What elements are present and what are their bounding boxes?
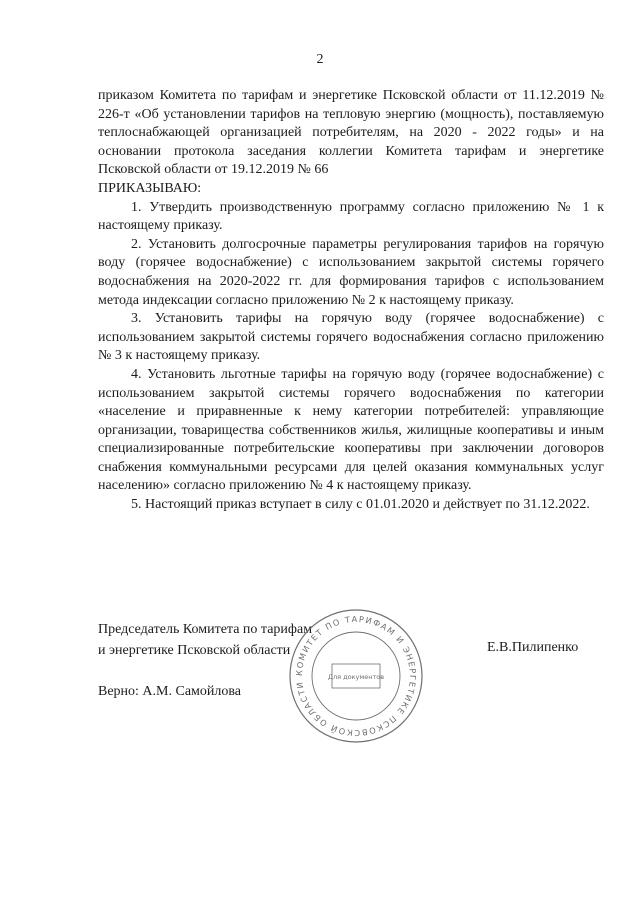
official-seal-stamp xyxy=(286,606,426,746)
intro-paragraph: приказом Комитета по тарифам и энергетике Псковской области от 11.12.2019 № 226-т «Об установлении тарифов на тепловую энергию (мощность), поставляемую теплоснабжающей организацией потребителям, на 2020 - 2022 годы» и на основании протокола заседания коллегии Комитета тарифам и энергетике Псковской области от 19.12.2019 № 66 xyxy=(98,88,604,178)
signatory-position-line-1: Председатель Комитета по тарифам xyxy=(98,622,313,637)
order-item-1: 1. Утвердить производственную программу согласно приложению № 1 к настоящему приказу. xyxy=(98,199,604,234)
document-body xyxy=(98,87,604,515)
order-item-5: 5. Настоящий приказ вступает в силу с 01.01.2020 и действует по 31.12.2022. xyxy=(131,497,590,513)
order-item-2: 2. Установить долгосрочные параметры регулирования тарифов на горячую воду (горячее водоснабжение) с использованием закрытой системы горячего водоснабжения на 2020-2022 гг. для формирования тарифов с использованием метода индексации согласно приложению № 2 к настоящему приказу. xyxy=(98,236,604,308)
signatory-name: Е.В.Пилипенко xyxy=(487,640,579,655)
order-item-4: 4. Установить льготные тарифы на горячую воду (горячее водоснабжение) с использованием закрытой системы горячего водоснабжения по категории «население и приравненные к нему категории потребителей: управляющие организации, товарищества собственников жилья, жилищные кооперативы и иным специализированные потребительские кооперативы при заключении договоров снабжения коммунальными ресурсами для целей оказания коммунальных услуг населению» согласно приложению № 4 к настоящему приказу. xyxy=(98,366,604,494)
seal-center-text: Для документов xyxy=(327,673,385,681)
seal-ring-text: КОМИТЕТ ПО ТАРИФАМ И ЭНЕРГЕТИКЕ ПСКОВСКОЙ ОБЛАСТИ xyxy=(293,613,419,739)
order-word: ПРИКАЗЫВАЮ: xyxy=(98,180,202,196)
order-item-3: 3. Установить тарифы на горячую воду (горячее водоснабжение) с использованием закрытой системы горячего водоснабжения согласно приложению № 3 к настоящему приказу. xyxy=(98,311,604,364)
verified-by: Верно: А.М. Самойлова xyxy=(98,684,242,699)
page-number: 2 xyxy=(316,52,324,67)
signatory-position-line-2: и энергетике Псковской области xyxy=(98,643,291,658)
